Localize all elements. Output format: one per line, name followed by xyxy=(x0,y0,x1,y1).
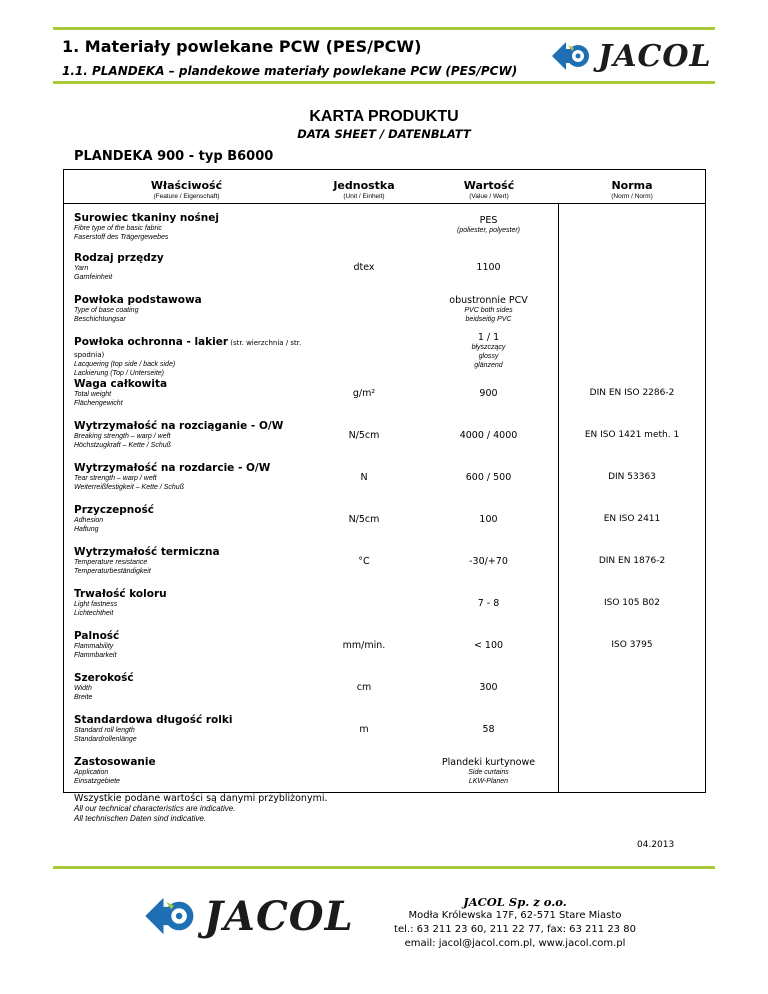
unit-cell: cm xyxy=(356,681,372,693)
property-german: Garnfeinheit xyxy=(74,274,113,281)
property-german: Einsatzgebiete xyxy=(74,778,120,785)
norm-cell: EN ISO 1421 meth. 1 xyxy=(584,430,680,440)
logo-wordmark: JACOL xyxy=(598,38,712,74)
property-name: Wytrzymałość na rozdarcie - O/W xyxy=(74,462,271,474)
section-title: 1. Materiały powlekane PCW (PES/PCW) xyxy=(62,37,422,56)
property-german: Standardrollenlänge xyxy=(74,736,137,743)
document-date: 04.2013 xyxy=(637,840,675,850)
value-main: 600 / 500 xyxy=(465,471,512,483)
property-german: Weiterreißfestigkeit – Kette / Schuß xyxy=(74,484,184,491)
product-spec-table xyxy=(63,169,706,793)
value-cell xyxy=(419,288,559,330)
note-german: All technischen Daten sind indicative. xyxy=(74,814,207,823)
property-name: Trwałość koloru xyxy=(74,588,167,600)
table-row xyxy=(64,582,705,624)
property-cell xyxy=(64,582,309,624)
property-name: Szerokość xyxy=(74,672,134,684)
table-row xyxy=(64,456,705,498)
norm-cell xyxy=(559,204,705,246)
unit-cell: m xyxy=(359,723,369,735)
value-main: 1 / 1 xyxy=(477,332,500,343)
property-cell xyxy=(64,288,309,330)
jacol-emblem-icon xyxy=(548,36,594,76)
value-main: 100 xyxy=(479,513,498,525)
unit-cell xyxy=(309,750,419,792)
property-english: Temperature resistance xyxy=(74,559,148,566)
footer-notes xyxy=(74,793,328,824)
unit-cell: N/5cm xyxy=(348,429,380,441)
logo-wordmark: JACOL xyxy=(204,892,354,940)
unit-cell xyxy=(309,330,419,372)
header-divider xyxy=(53,81,715,84)
property-cell xyxy=(64,750,309,792)
value-cell xyxy=(419,708,559,750)
jacol-logo-bottom xyxy=(140,890,354,942)
value-main: 4000 / 4000 xyxy=(459,429,518,441)
property-german: Lackierung (Top / Unterseite) xyxy=(74,370,165,377)
property-cell xyxy=(64,330,309,377)
property-german: Beschichtungsar xyxy=(74,316,126,323)
table-row xyxy=(64,372,705,414)
norm-cell: DIN 53363 xyxy=(608,472,656,482)
property-cell xyxy=(64,498,309,540)
table-row xyxy=(64,330,705,377)
property-name: Standardowa długość rolki xyxy=(74,714,233,726)
value-cell xyxy=(419,414,559,456)
value-main: 7 - 8 xyxy=(477,597,500,609)
header-feature: Właściwość (Feature / Eigenschaft) xyxy=(150,179,223,200)
table-row xyxy=(64,246,705,288)
company-phones: tel.: 63 211 23 60, 211 22 77, fax: 63 211 23 80 xyxy=(394,924,636,935)
property-cell xyxy=(64,372,309,414)
unit-cell: N/5cm xyxy=(348,513,380,525)
value-cell xyxy=(419,498,559,540)
norm-cell xyxy=(559,330,705,372)
table-body xyxy=(64,204,705,792)
value-main: < 100 xyxy=(473,639,504,651)
unit-cell: N xyxy=(360,471,368,483)
property-english: Breaking strength – warp / weft xyxy=(74,433,171,440)
property-german: Höchstzugkraft – Kette / Schuß xyxy=(74,442,171,449)
property-name: Wytrzymałość termiczna xyxy=(74,546,220,558)
property-german: Haftung xyxy=(74,526,99,533)
company-name: JACOL Sp. z o.o. xyxy=(463,895,567,909)
property-note: (str. wierzchnia / str. spodnia) xyxy=(74,339,302,359)
property-name: Rodzaj przędzy xyxy=(74,252,164,264)
property-name: Waga całkowita xyxy=(74,378,168,390)
header-value: Wartość (Value / Wert) xyxy=(463,179,515,200)
norm-cell xyxy=(559,750,705,792)
unit-cell: mm/min. xyxy=(342,639,386,651)
value-subtext: błyszczący xyxy=(471,344,506,351)
value-main: -30/+70 xyxy=(469,555,508,567)
value-cell xyxy=(419,204,559,246)
norm-cell: DIN EN ISO 2286-2 xyxy=(589,388,675,398)
property-english: Width xyxy=(74,685,92,692)
table-row xyxy=(64,624,705,666)
note-polish: Wszystkie podane wartości są danymi przybliżonymi. xyxy=(74,793,328,804)
property-name: Surowiec tkaniny nośnej xyxy=(74,212,220,224)
unit-cell: °C xyxy=(358,555,370,567)
property-name: Przyczepność xyxy=(74,504,154,516)
value-cell xyxy=(419,246,559,288)
property-name: Powłoka ochronna - lakier (str. wierzchnia / str. spodnia) xyxy=(74,336,302,359)
footer-divider xyxy=(53,866,715,869)
unit-cell xyxy=(309,582,419,624)
company-info xyxy=(355,895,675,951)
property-german: Flächengewicht xyxy=(74,400,123,407)
property-cell xyxy=(64,708,309,750)
note-english: All our technical characteristics are indicative. xyxy=(74,804,236,813)
value-subtext: PVC both sides xyxy=(464,306,513,314)
property-english: Fibre type of the basic fabric xyxy=(74,225,162,232)
value-cell xyxy=(419,750,559,792)
value-subtext: glänzend xyxy=(474,362,503,369)
property-german: Flammbarkeit xyxy=(74,652,117,659)
value-main: 900 xyxy=(479,387,498,399)
value-main: obustronnie PCV xyxy=(449,294,528,306)
table-header-row xyxy=(64,170,705,204)
property-english: Total weight xyxy=(74,391,112,398)
norm-cell: ISO 3795 xyxy=(611,640,653,650)
property-english: Tear strength – warp / weft xyxy=(74,475,157,482)
table-row xyxy=(64,750,705,792)
product-name: PLANDEKA 900 - typ B6000 xyxy=(74,149,274,164)
unit-cell xyxy=(309,288,419,330)
norm-cell xyxy=(559,288,705,330)
unit-cell xyxy=(309,204,419,246)
table-row xyxy=(64,288,705,330)
property-english: Yarn xyxy=(74,265,89,272)
property-english: Application xyxy=(74,769,109,776)
property-cell xyxy=(64,204,309,246)
property-name: Powłoka podstawowa xyxy=(74,294,202,306)
property-english: Flammability xyxy=(74,643,114,650)
company-contact: email: jacol@jacol.com.pl, www.jacol.com.pl xyxy=(404,938,626,949)
value-subtext: (poliester, polyester) xyxy=(456,227,521,234)
property-cell xyxy=(64,624,309,666)
property-name: Wytrzymałość na rozciąganie - O/W xyxy=(74,420,284,432)
property-cell xyxy=(64,456,309,498)
norm-cell: DIN EN 1876-2 xyxy=(598,556,666,566)
property-german: Breite xyxy=(74,694,93,701)
property-english: Type of base coating xyxy=(74,307,139,314)
table-row xyxy=(64,498,705,540)
table-row xyxy=(64,666,705,708)
table-row xyxy=(64,204,705,246)
document-subtitle: DATA SHEET / DATENBLATT xyxy=(297,127,471,141)
value-main: 58 xyxy=(482,723,495,735)
norm-cell: EN ISO 2411 xyxy=(603,514,661,524)
jacol-logo-top xyxy=(548,36,712,76)
property-cell xyxy=(64,414,309,456)
norm-cell xyxy=(559,708,705,750)
norm-cell xyxy=(559,666,705,708)
value-cell xyxy=(419,372,559,414)
value-subtext: LKW-Planen xyxy=(468,777,509,785)
value-cell xyxy=(419,330,559,372)
property-english: Lacquering (top side / back side) xyxy=(74,361,176,368)
header-unit: Jednostka (Unit / Einheit) xyxy=(333,179,395,200)
property-name: Zastosowanie xyxy=(74,756,156,768)
company-address: Modła Królewska 17F, 62-571 Stare Miasto xyxy=(408,910,622,921)
table-row xyxy=(64,540,705,582)
property-german: Temperaturbeständigkeit xyxy=(74,568,151,575)
norm-cell: ISO 105 B02 xyxy=(604,598,660,608)
norm-cell xyxy=(559,246,705,288)
table-row xyxy=(64,414,705,456)
property-german: Lichtechtheit xyxy=(74,610,114,617)
unit-cell: dtex xyxy=(353,261,375,273)
subsection-title: 1.1. PLANDEKA – plandekowe materiały powlekane PCW (PES/PCW) xyxy=(62,64,518,78)
property-english: Standard roll length xyxy=(74,727,135,734)
value-main: PES xyxy=(479,215,498,226)
property-cell xyxy=(64,540,309,582)
value-cell xyxy=(419,456,559,498)
unit-cell: g/m² xyxy=(352,387,376,399)
property-cell xyxy=(64,246,309,288)
value-subtext: Side curtains xyxy=(468,768,509,776)
value-main: 300 xyxy=(479,681,498,693)
value-main: 1100 xyxy=(476,261,501,273)
value-main: Plandeki kurtynowe xyxy=(441,756,536,768)
document-title: KARTA PRODUKTU xyxy=(309,108,459,125)
value-cell xyxy=(419,624,559,666)
top-divider xyxy=(53,27,715,30)
property-german: Faserstoff des Trägergewebes xyxy=(74,234,169,241)
property-english: Adhesion xyxy=(74,517,104,524)
property-cell xyxy=(64,666,309,708)
value-subtext: glossy xyxy=(478,353,499,360)
property-english: Light fastness xyxy=(74,601,118,608)
value-cell xyxy=(419,666,559,708)
value-subtext: beidseitig PVC xyxy=(465,315,512,323)
value-cell xyxy=(419,582,559,624)
table-row xyxy=(64,708,705,750)
property-name: Palność xyxy=(74,630,120,642)
header-norm: Norma (Norm / Norm) xyxy=(611,179,653,200)
value-cell xyxy=(419,540,559,582)
jacol-emblem-icon xyxy=(140,890,200,942)
